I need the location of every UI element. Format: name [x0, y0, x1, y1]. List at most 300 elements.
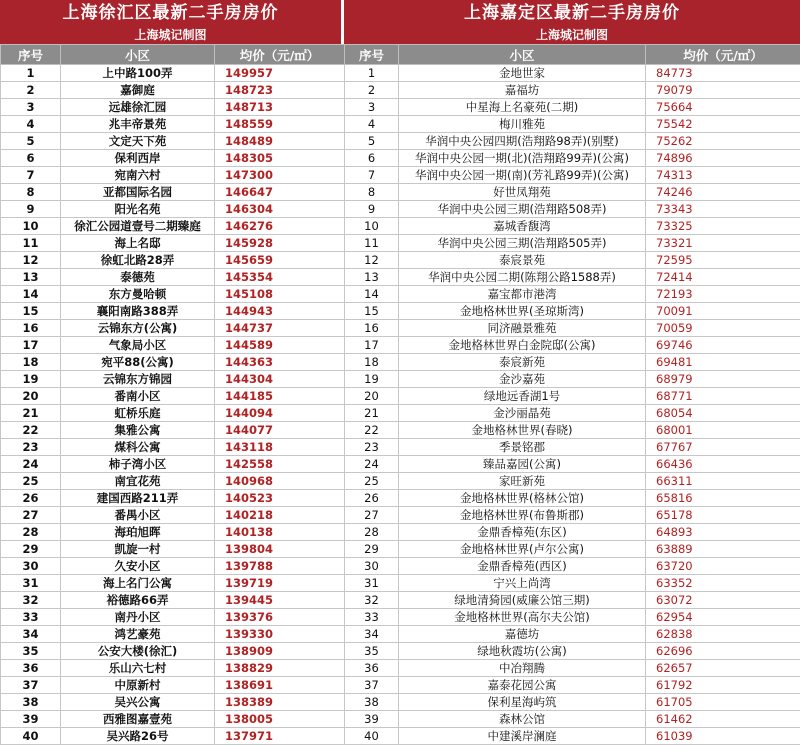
cell-avg-price: 144737	[215, 320, 345, 337]
cell-community-name: 嘉德坊	[399, 626, 646, 643]
table-row	[345, 65, 800, 82]
table-row	[345, 286, 800, 303]
cell-index: 13	[1, 269, 61, 286]
cell-community-name: 中星海上名豪苑(二期)	[399, 99, 646, 116]
cell-community-name: 乐山六七村	[61, 660, 215, 677]
table-row	[345, 269, 800, 286]
cell-community-name: 阳光名苑	[61, 201, 215, 218]
cell-avg-price: 69746	[646, 337, 800, 354]
cell-avg-price: 145659	[215, 252, 345, 269]
table-row	[345, 660, 800, 677]
cell-avg-price: 146304	[215, 201, 345, 218]
cell-index: 3	[1, 99, 61, 116]
cell-index: 12	[345, 252, 399, 269]
table-row	[1, 150, 345, 167]
table-row	[1, 303, 345, 320]
table-row	[1, 65, 345, 82]
cell-avg-price: 66311	[646, 473, 800, 490]
table-header-row	[345, 45, 800, 65]
table-row	[1, 728, 345, 745]
table-row	[345, 99, 800, 116]
cell-community-name: 宁兴上尚湾	[399, 575, 646, 592]
table-row	[1, 337, 345, 354]
cell-community-name: 上中路100弄	[61, 65, 215, 82]
cell-avg-price: 144589	[215, 337, 345, 354]
cell-index: 31	[1, 575, 61, 592]
table-row	[1, 490, 345, 507]
cell-index: 38	[345, 694, 399, 711]
cell-community-name: 梅川雅苑	[399, 116, 646, 133]
cell-avg-price: 72193	[646, 286, 800, 303]
table-row	[1, 99, 345, 116]
cell-avg-price: 84773	[646, 65, 800, 82]
cell-index: 23	[1, 439, 61, 456]
cell-avg-price: 138691	[215, 677, 345, 694]
cell-index: 7	[345, 167, 399, 184]
table-row	[1, 184, 345, 201]
table-row	[1, 371, 345, 388]
cell-community-name: 华润中央公园三期(浩翔路508弄)	[399, 201, 646, 218]
cell-index: 34	[345, 626, 399, 643]
table-row	[1, 507, 345, 524]
cell-index: 10	[1, 218, 61, 235]
table-row	[345, 422, 800, 439]
cell-avg-price: 64893	[646, 524, 800, 541]
cell-community-name: 金地格林世界(布鲁斯郡)	[399, 507, 646, 524]
table-row	[345, 405, 800, 422]
cell-index: 37	[345, 677, 399, 694]
cell-avg-price: 144943	[215, 303, 345, 320]
cell-community-name: 凯旋一村	[61, 541, 215, 558]
panel-title: 上海嘉定区最新二手房房价	[344, 0, 800, 26]
header-index: 序号	[1, 45, 61, 65]
cell-avg-price: 142558	[215, 456, 345, 473]
cell-avg-price: 144094	[215, 405, 345, 422]
cell-index: 24	[345, 456, 399, 473]
cell-community-name: 好世凤翔苑	[399, 184, 646, 201]
panel-title: 上海徐汇区最新二手房房价	[0, 0, 341, 26]
cell-avg-price: 69481	[646, 354, 800, 371]
cell-avg-price: 61792	[646, 677, 800, 694]
cell-index: 2	[345, 82, 399, 99]
cell-community-name: 番禺小区	[61, 507, 215, 524]
header-index: 序号	[345, 45, 399, 65]
cell-community-name: 泰德苑	[61, 269, 215, 286]
table-row	[1, 235, 345, 252]
cell-index: 3	[345, 99, 399, 116]
cell-index: 14	[345, 286, 399, 303]
cell-index: 35	[1, 643, 61, 660]
table-row	[345, 133, 800, 150]
cell-avg-price: 70091	[646, 303, 800, 320]
cell-community-name: 文定天下苑	[61, 133, 215, 150]
cell-index: 35	[345, 643, 399, 660]
cell-index: 27	[1, 507, 61, 524]
cell-index: 33	[345, 609, 399, 626]
table-row	[1, 218, 345, 235]
cell-avg-price: 62696	[646, 643, 800, 660]
cell-index: 34	[1, 626, 61, 643]
cell-community-name: 云锦东方(公寓)	[61, 320, 215, 337]
cell-avg-price: 138389	[215, 694, 345, 711]
cell-avg-price: 61705	[646, 694, 800, 711]
table-row	[1, 167, 345, 184]
cell-avg-price: 75664	[646, 99, 800, 116]
table-row	[345, 490, 800, 507]
cell-index: 1	[1, 65, 61, 82]
cell-community-name: 吴兴公寓	[61, 694, 215, 711]
table-row	[1, 541, 345, 558]
cell-avg-price: 74313	[646, 167, 800, 184]
cell-index: 15	[1, 303, 61, 320]
cell-community-name: 金沙嘉苑	[399, 371, 646, 388]
table-row	[1, 388, 345, 405]
table-row	[345, 643, 800, 660]
cell-avg-price: 144304	[215, 371, 345, 388]
table-row	[345, 626, 800, 643]
table-row	[345, 439, 800, 456]
cell-community-name: 鸿艺豪苑	[61, 626, 215, 643]
cell-community-name: 金地格林世界(格林公馆)	[399, 490, 646, 507]
cell-index: 4	[345, 116, 399, 133]
cell-index: 5	[345, 133, 399, 150]
table-row	[345, 507, 800, 524]
cell-index: 30	[1, 558, 61, 575]
cell-index: 5	[1, 133, 61, 150]
cell-avg-price: 74246	[646, 184, 800, 201]
cell-index: 25	[345, 473, 399, 490]
cell-community-name: 襄阳南路388弄	[61, 303, 215, 320]
table-row	[1, 524, 345, 541]
cell-index: 32	[345, 592, 399, 609]
cell-avg-price: 139788	[215, 558, 345, 575]
cell-index: 36	[345, 660, 399, 677]
table-row	[345, 592, 800, 609]
table-row	[1, 711, 345, 728]
cell-community-name: 华润中央公园二期(陈翔公路1588弄)	[399, 269, 646, 286]
cell-index: 21	[1, 405, 61, 422]
cell-avg-price: 73321	[646, 235, 800, 252]
cell-avg-price: 139804	[215, 541, 345, 558]
cell-community-name: 中建溪岸澜庭	[399, 728, 646, 745]
cell-index: 14	[1, 286, 61, 303]
cell-community-name: 南宜花苑	[61, 473, 215, 490]
table-header-row	[1, 45, 345, 65]
table-row	[345, 694, 800, 711]
cell-avg-price: 149957	[215, 65, 345, 82]
cell-community-name: 华润中央公园三期(浩翔路505弄)	[399, 235, 646, 252]
cell-avg-price: 148559	[215, 116, 345, 133]
table-row	[345, 473, 800, 490]
cell-community-name: 臻品嘉园(公寓)	[399, 456, 646, 473]
cell-index: 28	[1, 524, 61, 541]
table-row	[345, 354, 800, 371]
cell-avg-price: 63072	[646, 592, 800, 609]
cell-index: 40	[345, 728, 399, 745]
cell-avg-price: 139719	[215, 575, 345, 592]
cell-avg-price: 144077	[215, 422, 345, 439]
cell-index: 6	[345, 150, 399, 167]
cell-index: 21	[345, 405, 399, 422]
cell-index: 16	[345, 320, 399, 337]
table-row	[1, 286, 345, 303]
table-row	[1, 558, 345, 575]
cell-community-name: 金地格林世界(圣琼斯湾)	[399, 303, 646, 320]
cell-community-name: 季景铭郡	[399, 439, 646, 456]
table-row	[1, 116, 345, 133]
table-row	[1, 201, 345, 218]
cell-index: 27	[345, 507, 399, 524]
cell-community-name: 金地世家	[399, 65, 646, 82]
cell-avg-price: 62838	[646, 626, 800, 643]
cell-community-name: 云锦东方锦园	[61, 371, 215, 388]
table-row	[345, 218, 800, 235]
cell-index: 12	[1, 252, 61, 269]
cell-community-name: 同济融景雅苑	[399, 320, 646, 337]
table-row	[345, 711, 800, 728]
table-row	[345, 252, 800, 269]
cell-avg-price: 138829	[215, 660, 345, 677]
cell-index: 13	[345, 269, 399, 286]
cell-avg-price: 144363	[215, 354, 345, 371]
cell-avg-price: 148713	[215, 99, 345, 116]
cell-community-name: 建国西路211弄	[61, 490, 215, 507]
cell-avg-price: 68771	[646, 388, 800, 405]
cell-index: 22	[1, 422, 61, 439]
cell-community-name: 裕德路66弄	[61, 592, 215, 609]
cell-community-name: 嘉宝都市港湾	[399, 286, 646, 303]
table-row	[345, 150, 800, 167]
table-row	[345, 82, 800, 99]
cell-avg-price: 79079	[646, 82, 800, 99]
cell-community-name: 虹桥乐庭	[61, 405, 215, 422]
cell-avg-price: 63889	[646, 541, 800, 558]
cell-community-name: 宛平88(公寓)	[61, 354, 215, 371]
table-row	[1, 422, 345, 439]
cell-avg-price: 145354	[215, 269, 345, 286]
cell-community-name: 集雅公寓	[61, 422, 215, 439]
cell-community-name: 公安大楼(徐汇)	[61, 643, 215, 660]
cell-community-name: 金地格林世界白金院邸(公寓)	[399, 337, 646, 354]
cell-index: 32	[1, 592, 61, 609]
cell-avg-price: 62657	[646, 660, 800, 677]
cell-avg-price: 138909	[215, 643, 345, 660]
table-row	[1, 626, 345, 643]
cell-index: 33	[1, 609, 61, 626]
cell-index: 9	[345, 201, 399, 218]
cell-avg-price: 62954	[646, 609, 800, 626]
cell-index: 20	[1, 388, 61, 405]
panel-subtitle: 上海城记制图	[0, 26, 341, 44]
cell-index: 10	[345, 218, 399, 235]
cell-index: 20	[345, 388, 399, 405]
cell-community-name: 华润中央公园一期(北)(浩翔路99弄)(公寓)	[399, 150, 646, 167]
cell-avg-price: 61039	[646, 728, 800, 745]
cell-community-name: 海上名门公寓	[61, 575, 215, 592]
cell-community-name: 金鼎香樟苑(东区)	[399, 524, 646, 541]
cell-index: 38	[1, 694, 61, 711]
cell-community-name: 南丹小区	[61, 609, 215, 626]
cell-community-name: 徐虹北路28弄	[61, 252, 215, 269]
table-row	[1, 660, 345, 677]
cell-community-name: 煤科公寓	[61, 439, 215, 456]
cell-community-name: 泰宸新苑	[399, 354, 646, 371]
table-row	[345, 337, 800, 354]
cell-avg-price: 65816	[646, 490, 800, 507]
cell-avg-price: 146276	[215, 218, 345, 235]
cell-avg-price: 145108	[215, 286, 345, 303]
cell-community-name: 泰宸景苑	[399, 252, 646, 269]
cell-index: 26	[1, 490, 61, 507]
table-row	[1, 82, 345, 99]
cell-community-name: 吴兴路26号	[61, 728, 215, 745]
cell-avg-price: 139445	[215, 592, 345, 609]
table-row	[1, 575, 345, 592]
cell-index: 7	[1, 167, 61, 184]
table-row	[1, 643, 345, 660]
cell-community-name: 森林公馆	[399, 711, 646, 728]
cell-avg-price: 145928	[215, 235, 345, 252]
cell-avg-price: 68979	[646, 371, 800, 388]
cell-index: 2	[1, 82, 61, 99]
cell-index: 11	[345, 235, 399, 252]
cell-community-name: 金地格林世界(高尔夫公馆)	[399, 609, 646, 626]
cell-avg-price: 139376	[215, 609, 345, 626]
table-row	[1, 405, 345, 422]
cell-community-name: 绿地秋霞坊(公寓)	[399, 643, 646, 660]
cell-community-name: 华润中央公园一期(南)(芳礼路99弄)(公寓)	[399, 167, 646, 184]
cell-avg-price: 75542	[646, 116, 800, 133]
table-row	[345, 456, 800, 473]
cell-avg-price: 68054	[646, 405, 800, 422]
cell-avg-price: 140523	[215, 490, 345, 507]
cell-community-name: 金鼎香樟苑(西区)	[399, 558, 646, 575]
cell-avg-price: 148305	[215, 150, 345, 167]
cell-community-name: 柿子湾小区	[61, 456, 215, 473]
cell-index: 1	[345, 65, 399, 82]
cell-index: 8	[345, 184, 399, 201]
price-table	[344, 44, 800, 745]
cell-avg-price: 140218	[215, 507, 345, 524]
table-row	[345, 235, 800, 252]
cell-index: 25	[1, 473, 61, 490]
price-table	[0, 44, 345, 745]
cell-index: 15	[345, 303, 399, 320]
header-community: 小区	[61, 45, 215, 65]
cell-community-name: 远雄徐汇园	[61, 99, 215, 116]
header-avg-price: 均价（元/㎡）	[215, 45, 345, 65]
cell-avg-price: 70059	[646, 320, 800, 337]
cell-avg-price: 148723	[215, 82, 345, 99]
cell-community-name: 绿地远香湖1号	[399, 388, 646, 405]
cell-community-name: 家旺新苑	[399, 473, 646, 490]
cell-avg-price: 139330	[215, 626, 345, 643]
table-row	[1, 439, 345, 456]
cell-avg-price: 63352	[646, 575, 800, 592]
cell-index: 6	[1, 150, 61, 167]
cell-avg-price: 75262	[646, 133, 800, 150]
table-row	[345, 167, 800, 184]
table-row	[345, 184, 800, 201]
table-row	[345, 388, 800, 405]
cell-community-name: 西雅图嘉壹苑	[61, 711, 215, 728]
cell-avg-price: 63720	[646, 558, 800, 575]
cell-index: 39	[345, 711, 399, 728]
cell-avg-price: 67767	[646, 439, 800, 456]
cell-index: 18	[345, 354, 399, 371]
cell-avg-price: 72595	[646, 252, 800, 269]
cell-index: 9	[1, 201, 61, 218]
cell-community-name: 兆丰帝景苑	[61, 116, 215, 133]
table-row	[345, 575, 800, 592]
table-row	[1, 609, 345, 626]
cell-avg-price: 143118	[215, 439, 345, 456]
cell-index: 28	[345, 524, 399, 541]
cell-avg-price: 138005	[215, 711, 345, 728]
table-row	[345, 728, 800, 745]
table-row	[345, 371, 800, 388]
cell-community-name: 金地格林世界(春晓)	[399, 422, 646, 439]
cell-avg-price: 148489	[215, 133, 345, 150]
cell-community-name: 东方曼哈顿	[61, 286, 215, 303]
cell-index: 19	[345, 371, 399, 388]
cell-community-name: 亚都国际名园	[61, 184, 215, 201]
cell-index: 22	[345, 422, 399, 439]
cell-index: 17	[1, 337, 61, 354]
cell-avg-price: 66436	[646, 456, 800, 473]
cell-community-name: 嘉泰花园公寓	[399, 677, 646, 694]
table-row	[1, 694, 345, 711]
panel-subtitle: 上海城记制图	[344, 26, 800, 44]
cell-community-name: 嘉御庭	[61, 82, 215, 99]
cell-avg-price: 72414	[646, 269, 800, 286]
cell-community-name: 嘉城香馥湾	[399, 218, 646, 235]
cell-avg-price: 65178	[646, 507, 800, 524]
cell-community-name: 绿地清猗园(威廉公馆三期)	[399, 592, 646, 609]
cell-community-name: 中冶翔腾	[399, 660, 646, 677]
cell-avg-price: 140138	[215, 524, 345, 541]
cell-index: 40	[1, 728, 61, 745]
cell-index: 24	[1, 456, 61, 473]
xuhui-panel	[0, 0, 344, 720]
cell-avg-price: 73343	[646, 201, 800, 218]
cell-index: 29	[1, 541, 61, 558]
table-row	[345, 116, 800, 133]
table-row	[1, 354, 345, 371]
cell-index: 23	[345, 439, 399, 456]
cell-index: 36	[1, 660, 61, 677]
cell-avg-price: 137971	[215, 728, 345, 745]
cell-avg-price: 146647	[215, 184, 345, 201]
table-row	[345, 558, 800, 575]
cell-community-name: 保利星海屿筑	[399, 694, 646, 711]
cell-index: 19	[1, 371, 61, 388]
cell-index: 16	[1, 320, 61, 337]
table-row	[1, 677, 345, 694]
cell-index: 8	[1, 184, 61, 201]
cell-community-name: 番南小区	[61, 388, 215, 405]
cell-avg-price: 147300	[215, 167, 345, 184]
table-row	[345, 320, 800, 337]
cell-community-name: 海珀旭晖	[61, 524, 215, 541]
cell-index: 11	[1, 235, 61, 252]
header-avg-price: 均价（元/㎡）	[646, 45, 800, 65]
cell-index: 37	[1, 677, 61, 694]
cell-community-name: 海上名邸	[61, 235, 215, 252]
cell-community-name: 宛南六村	[61, 167, 215, 184]
table-row	[1, 269, 345, 286]
cell-community-name: 华润中央公园四期(浩翔路98弄)(别墅)	[399, 133, 646, 150]
